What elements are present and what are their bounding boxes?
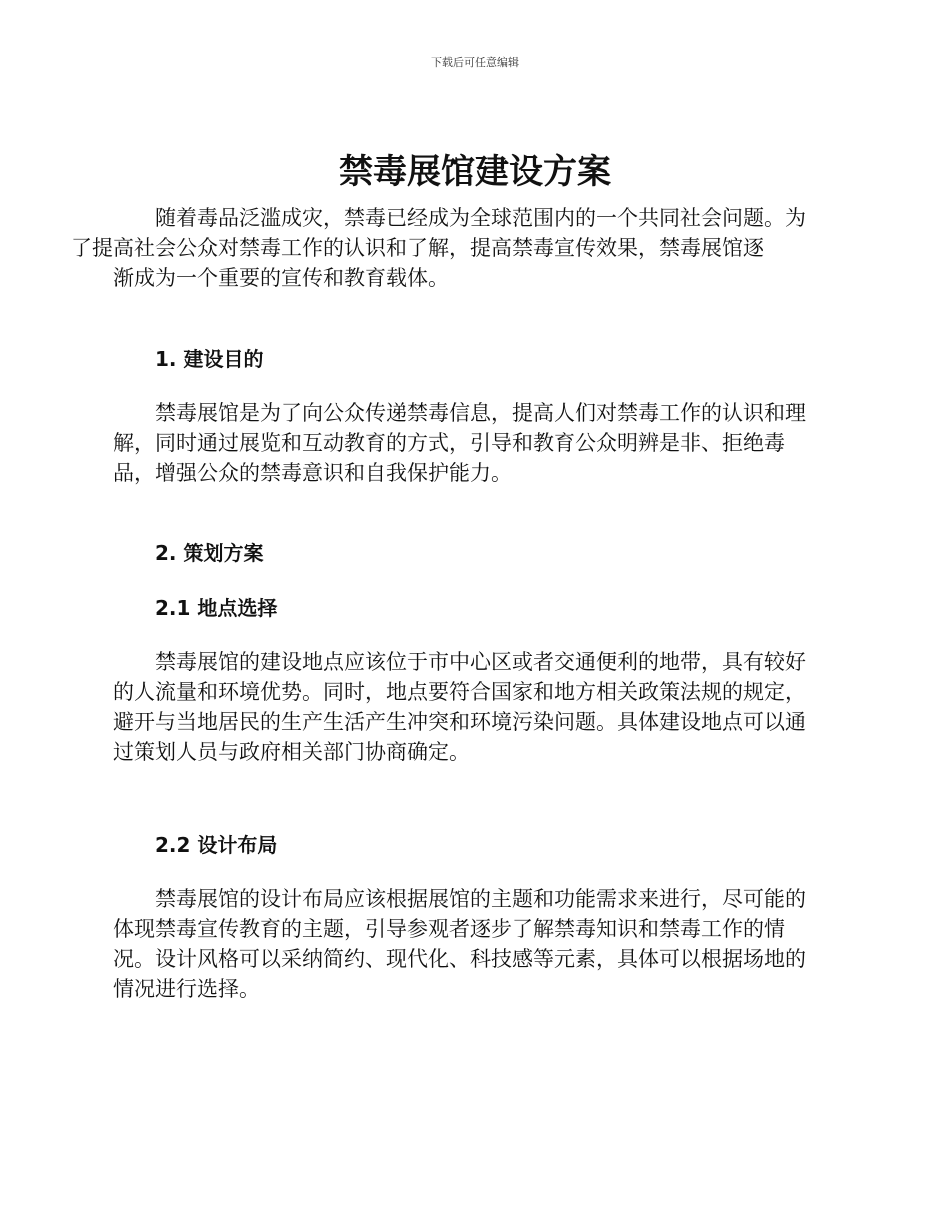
- layout-paragraph: [113, 884, 833, 1004]
- paragraph-line: 的人流量和环境优势。同时，地点要符合国家和地方相关政策法规的规定，: [113, 680, 806, 704]
- paragraph-line: 禁毒展馆是为了向公众传递禁毒信息，提高人们对禁毒工作的认识和理: [155, 401, 806, 425]
- paragraph-line: 渐成为一个重要的宣传和教育载体。: [113, 266, 449, 290]
- paragraph-line: 避开与当地居民的生产生活产生冲突和环境污染问题。具体建设地点可以通: [113, 710, 806, 734]
- intro-paragraph: [71, 203, 833, 293]
- paragraph-line: 情况进行选择。: [113, 977, 260, 1001]
- section-heading-location: 2.1 地点选择: [155, 596, 278, 620]
- paragraph-line: 随着毒品泛滥成灾，禁毒已经成为全球范围内的一个共同社会问题。为: [155, 206, 806, 230]
- section-heading-purpose: 1. 建设目的: [155, 347, 264, 371]
- paragraph-line: 品，增强公众的禁毒意识和自我保护能力。: [113, 461, 512, 485]
- paragraph-line: 解，同时通过展览和互动教育的方式，引导和教育公众明辨是非、拒绝毒: [113, 431, 785, 455]
- section-heading-layout: 2.2 设计布局: [155, 833, 278, 857]
- paragraph-line: 体现禁毒宣传教育的主题，引导参观者逐步了解禁毒知识和禁毒工作的情: [113, 917, 785, 941]
- section-heading-plan: 2. 策划方案: [155, 541, 264, 565]
- location-paragraph: [113, 647, 833, 767]
- header-note: 下载后可任意编辑: [431, 56, 519, 69]
- paragraph-line: 过策划人员与政府相关部门协商确定。: [113, 740, 470, 764]
- purpose-paragraph: [113, 398, 833, 488]
- paragraph-line: 了提高社会公众对禁毒工作的认识和了解，提高禁毒宣传效果，禁毒展馆逐: [71, 236, 764, 260]
- document-title: 禁毒展馆建设方案: [339, 152, 611, 192]
- paragraph-line: 况。设计风格可以采纳简约、现代化、科技感等元素，具体可以根据场地的: [113, 947, 806, 971]
- paragraph-line: 禁毒展馆的设计布局应该根据展馆的主题和功能需求来进行，尽可能的: [155, 887, 806, 911]
- paragraph-line: 禁毒展馆的建设地点应该位于市中心区或者交通便利的地带，具有较好: [155, 650, 806, 674]
